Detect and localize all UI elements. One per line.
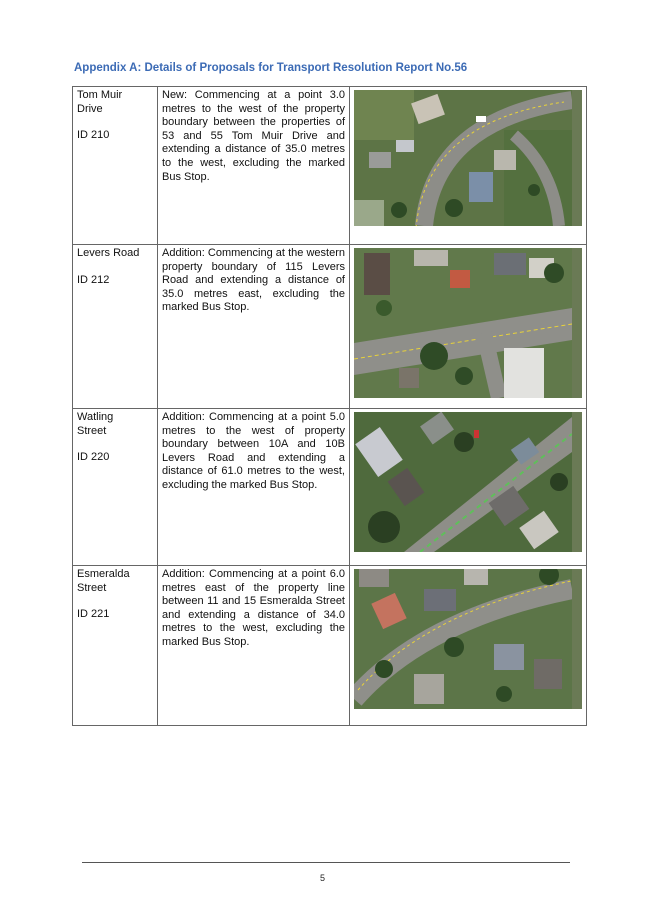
street-name-line1: Esmeralda — [77, 568, 130, 580]
aerial-photo — [354, 569, 582, 709]
street-name-line2: Street — [77, 581, 107, 594]
aerial-photo-watling-street — [354, 412, 572, 552]
location-cell — [73, 245, 158, 409]
table-row — [73, 409, 587, 566]
table-row — [73, 245, 587, 409]
aerial-photo — [354, 248, 582, 398]
description-cell: Addition: Commencing at a point 6.0 metres east of the property line between 11 and 15 Esmeralda Street and extending a distance of 34.0 metres to the west, excluding the marked Bus Stop. — [158, 566, 350, 726]
footer-divider — [82, 862, 570, 863]
location-cell — [73, 566, 158, 726]
table-row — [73, 87, 587, 245]
image-cell — [350, 245, 587, 409]
description-cell: Addition: Commencing at the western property boundary of 115 Levers Road and extending a distance of 35.0 metres east, excluding the marked Bus Stop. — [158, 245, 350, 409]
aerial-photo — [354, 90, 582, 226]
page-title: Appendix A: Details of Proposals for Transport Resolution Report No.56 — [74, 62, 468, 74]
street-name-line1: Watling — [77, 411, 114, 423]
aerial-photo-levers-road — [354, 248, 572, 398]
description-cell: Addition: Commencing at a point 5.0 metres to the west of property boundary between 10A and 10B Levers Road and extending a distance of 61.0 metres to the west, excluding the marked Bus Stop. — [158, 409, 350, 566]
street-name-line2: Street — [77, 424, 107, 437]
location-cell — [73, 87, 158, 245]
page-number: 5 — [319, 873, 325, 883]
aerial-photo-esmeralda-street — [354, 569, 572, 709]
image-cell — [350, 87, 587, 245]
proposals-table — [72, 86, 587, 726]
proposal-id: ID 221 — [77, 608, 110, 621]
aerial-photo-tom-muir — [354, 90, 572, 226]
table-row — [73, 566, 587, 726]
proposal-id: ID 210 — [77, 129, 110, 142]
image-cell — [350, 409, 587, 566]
description-cell: New: Commencing at a point 3.0 metres to the west of the property boundary between the properties of 53 and 55 Tom Muir Drive and extending a distance of 35.0 metres to the west, excluding the marked Bus Stop. — [158, 87, 350, 245]
street-name-line1: Levers Road — [77, 247, 140, 259]
street-name-line1: Tom Muir — [77, 89, 123, 101]
street-name-line2: Drive — [77, 102, 103, 115]
location-cell — [73, 409, 158, 566]
proposal-id: ID 220 — [77, 451, 110, 464]
image-cell — [350, 566, 587, 726]
proposal-id: ID 212 — [77, 273, 110, 286]
aerial-photo — [354, 412, 582, 552]
